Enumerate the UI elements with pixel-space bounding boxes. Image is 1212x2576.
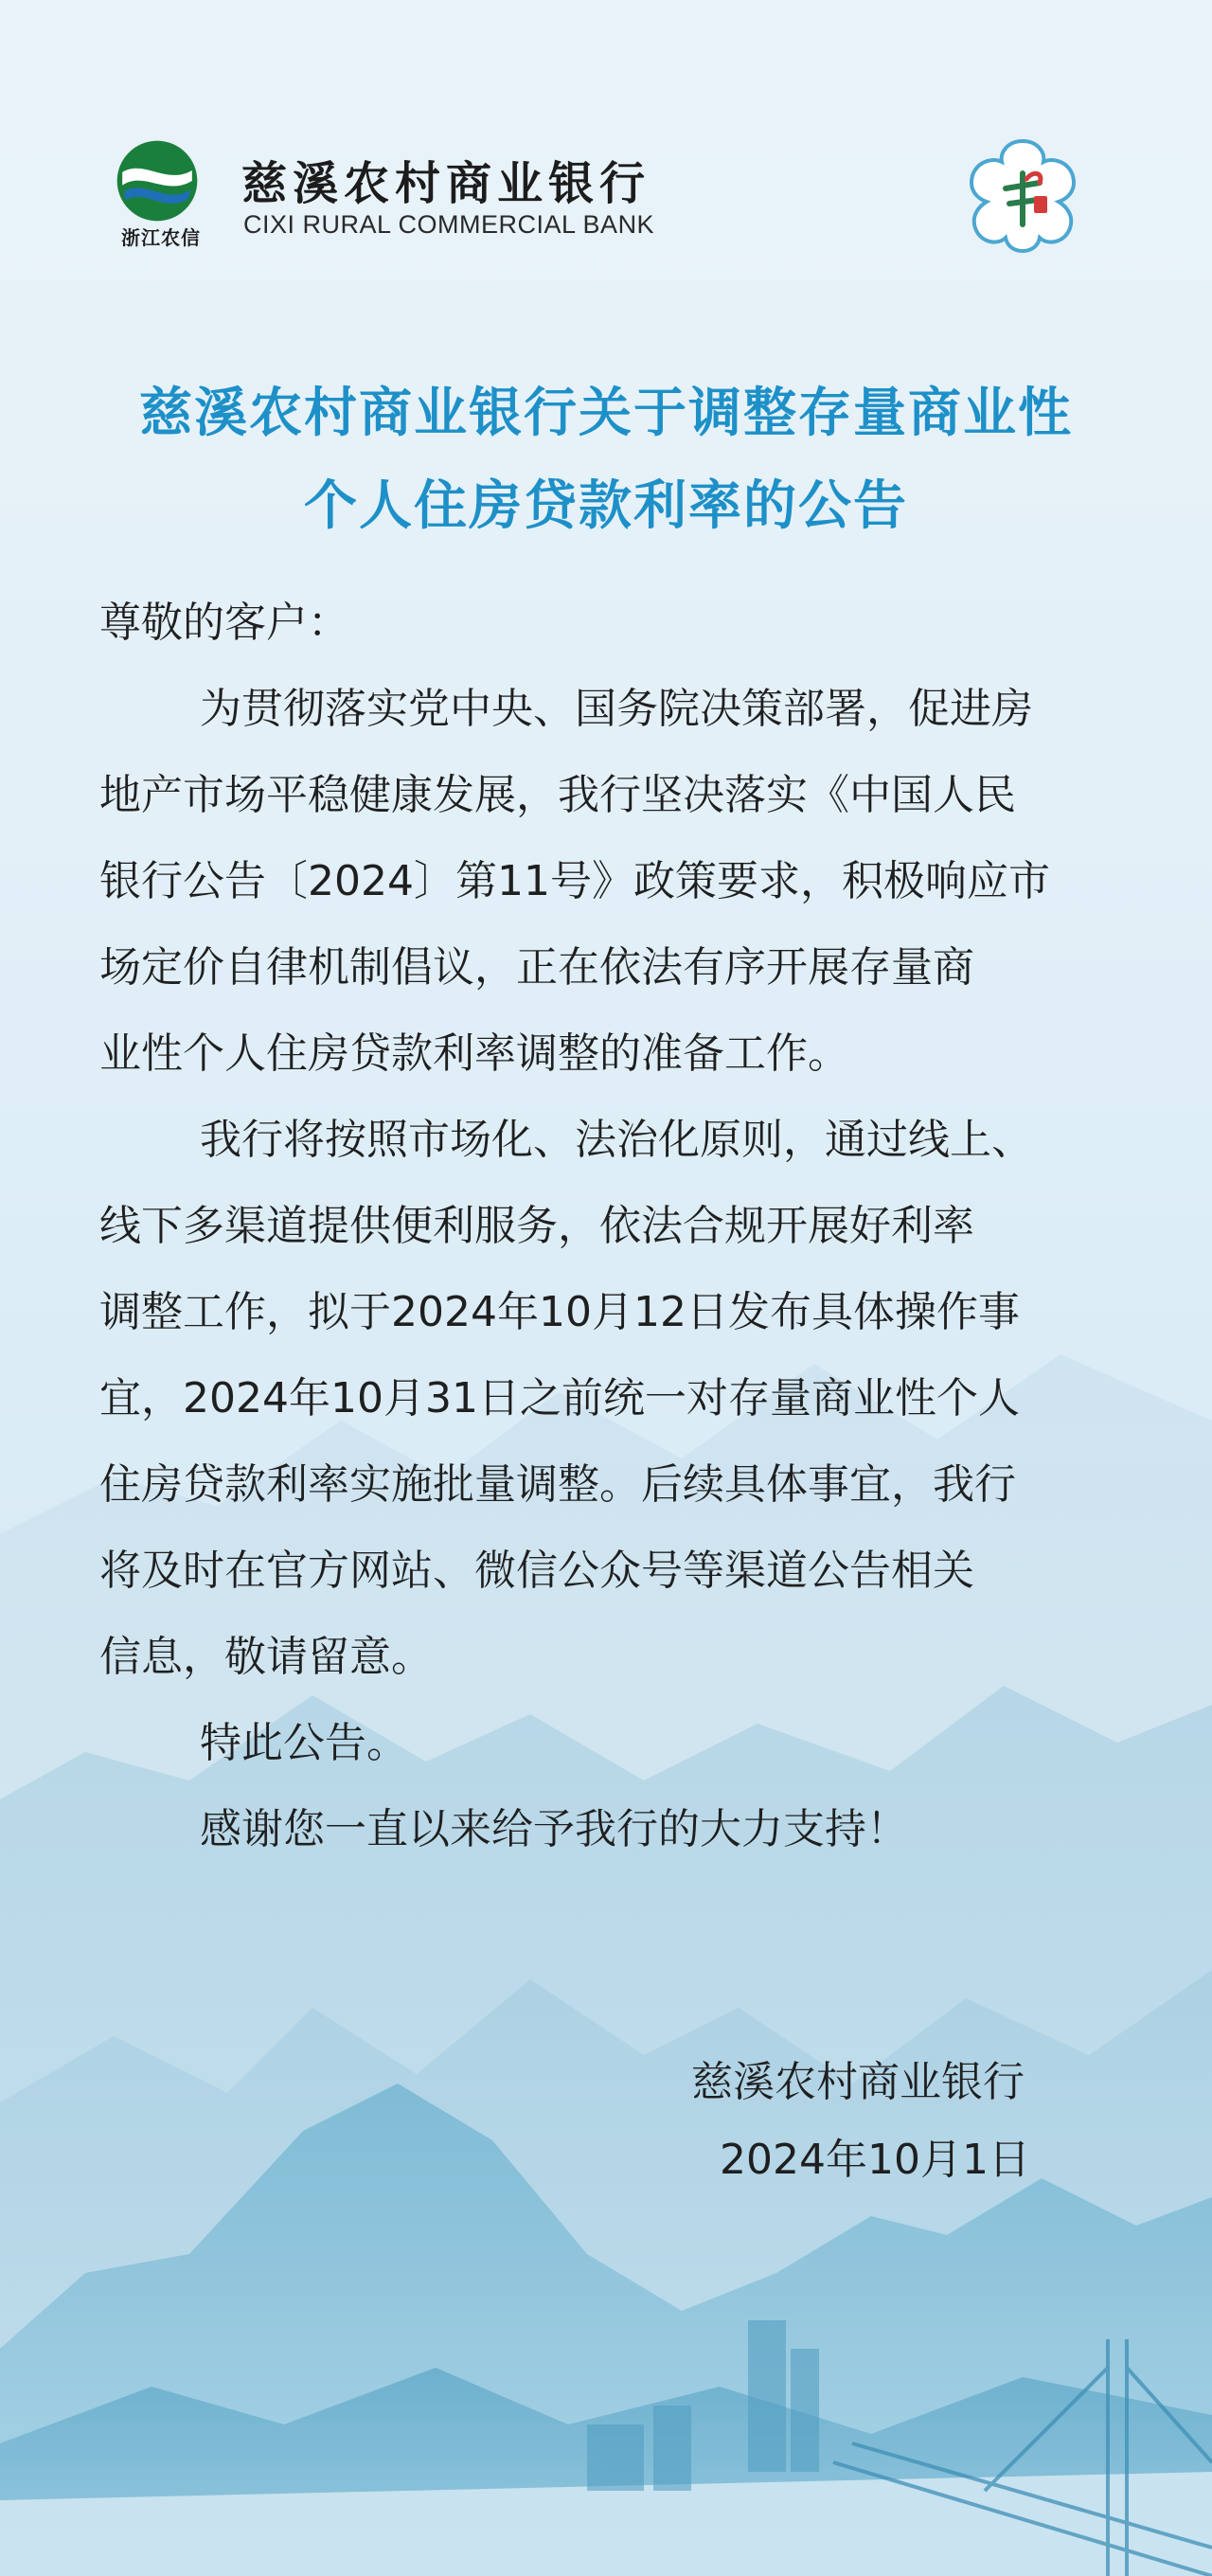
paragraph-1-line: 场定价自律机制倡议，正在依法有序开展存量商	[99, 943, 974, 992]
signature-date: 2024年10月1日	[720, 2136, 1030, 2184]
zhejiang-rural-credit-logo-icon	[114, 137, 201, 224]
paragraph-2-line: 我行将按照市场化、法治化原则，通过线上、	[200, 1116, 1033, 1164]
closing-statement: 特此公告。	[200, 1719, 408, 1767]
bank-name-english: CIXI RURAL COMMERCIAL BANK	[243, 210, 655, 239]
signature-bank-name: 慈溪农村商业银行	[691, 2058, 1025, 2106]
paragraph-2-line: 信息，敬请留意。	[99, 1633, 433, 1681]
paragraph-1-line: 银行公告〔2024〕第11号》政策要求，积极响应市	[99, 857, 1050, 905]
paragraph-2-line: 线下多渠道提供便利服务，依法合规开展好利率	[99, 1202, 974, 1250]
greeting: 尊敬的客户：	[99, 599, 349, 647]
paragraph-1-line: 业性个人住房贷款利率调整的准备工作。	[99, 1029, 849, 1078]
logo-subtitle: 浙江农信	[121, 226, 201, 249]
title-line-1: 慈溪农村商业银行关于调整存量商业性	[139, 383, 1073, 444]
paragraph-2-line: 住房贷款利率实施批量调整。后续具体事宜，我行	[99, 1460, 1016, 1509]
title-line-2: 个人住房贷款利率的公告	[304, 475, 908, 537]
paragraph-1-line: 地产市场平稳健康发展，我行坚决落实《中国人民	[99, 771, 1016, 819]
announcement-body	[99, 580, 1122, 1872]
bank-name-chinese: 慈溪农村商业银行	[241, 157, 651, 210]
announcement-title	[0, 367, 1212, 553]
header	[0, 0, 1212, 284]
cixi-emblem-icon	[964, 135, 1081, 253]
signature-block	[691, 2044, 1089, 2199]
paragraph-2-line: 将及时在官方网站、微信公众号等渠道公告相关	[99, 1547, 974, 1595]
thank-you-statement: 感谢您一直以来给予我行的大力支持！	[200, 1805, 908, 1853]
paragraph-1-line: 为贯彻落实党中央、国务院决策部署，促进房	[200, 685, 1033, 733]
paragraph-2-line: 宜，2024年10月31日之前统一对存量商业性个人	[99, 1374, 1020, 1422]
paragraph-2-line: 调整工作，拟于2024年10月12日发布具体操作事	[99, 1288, 1020, 1336]
